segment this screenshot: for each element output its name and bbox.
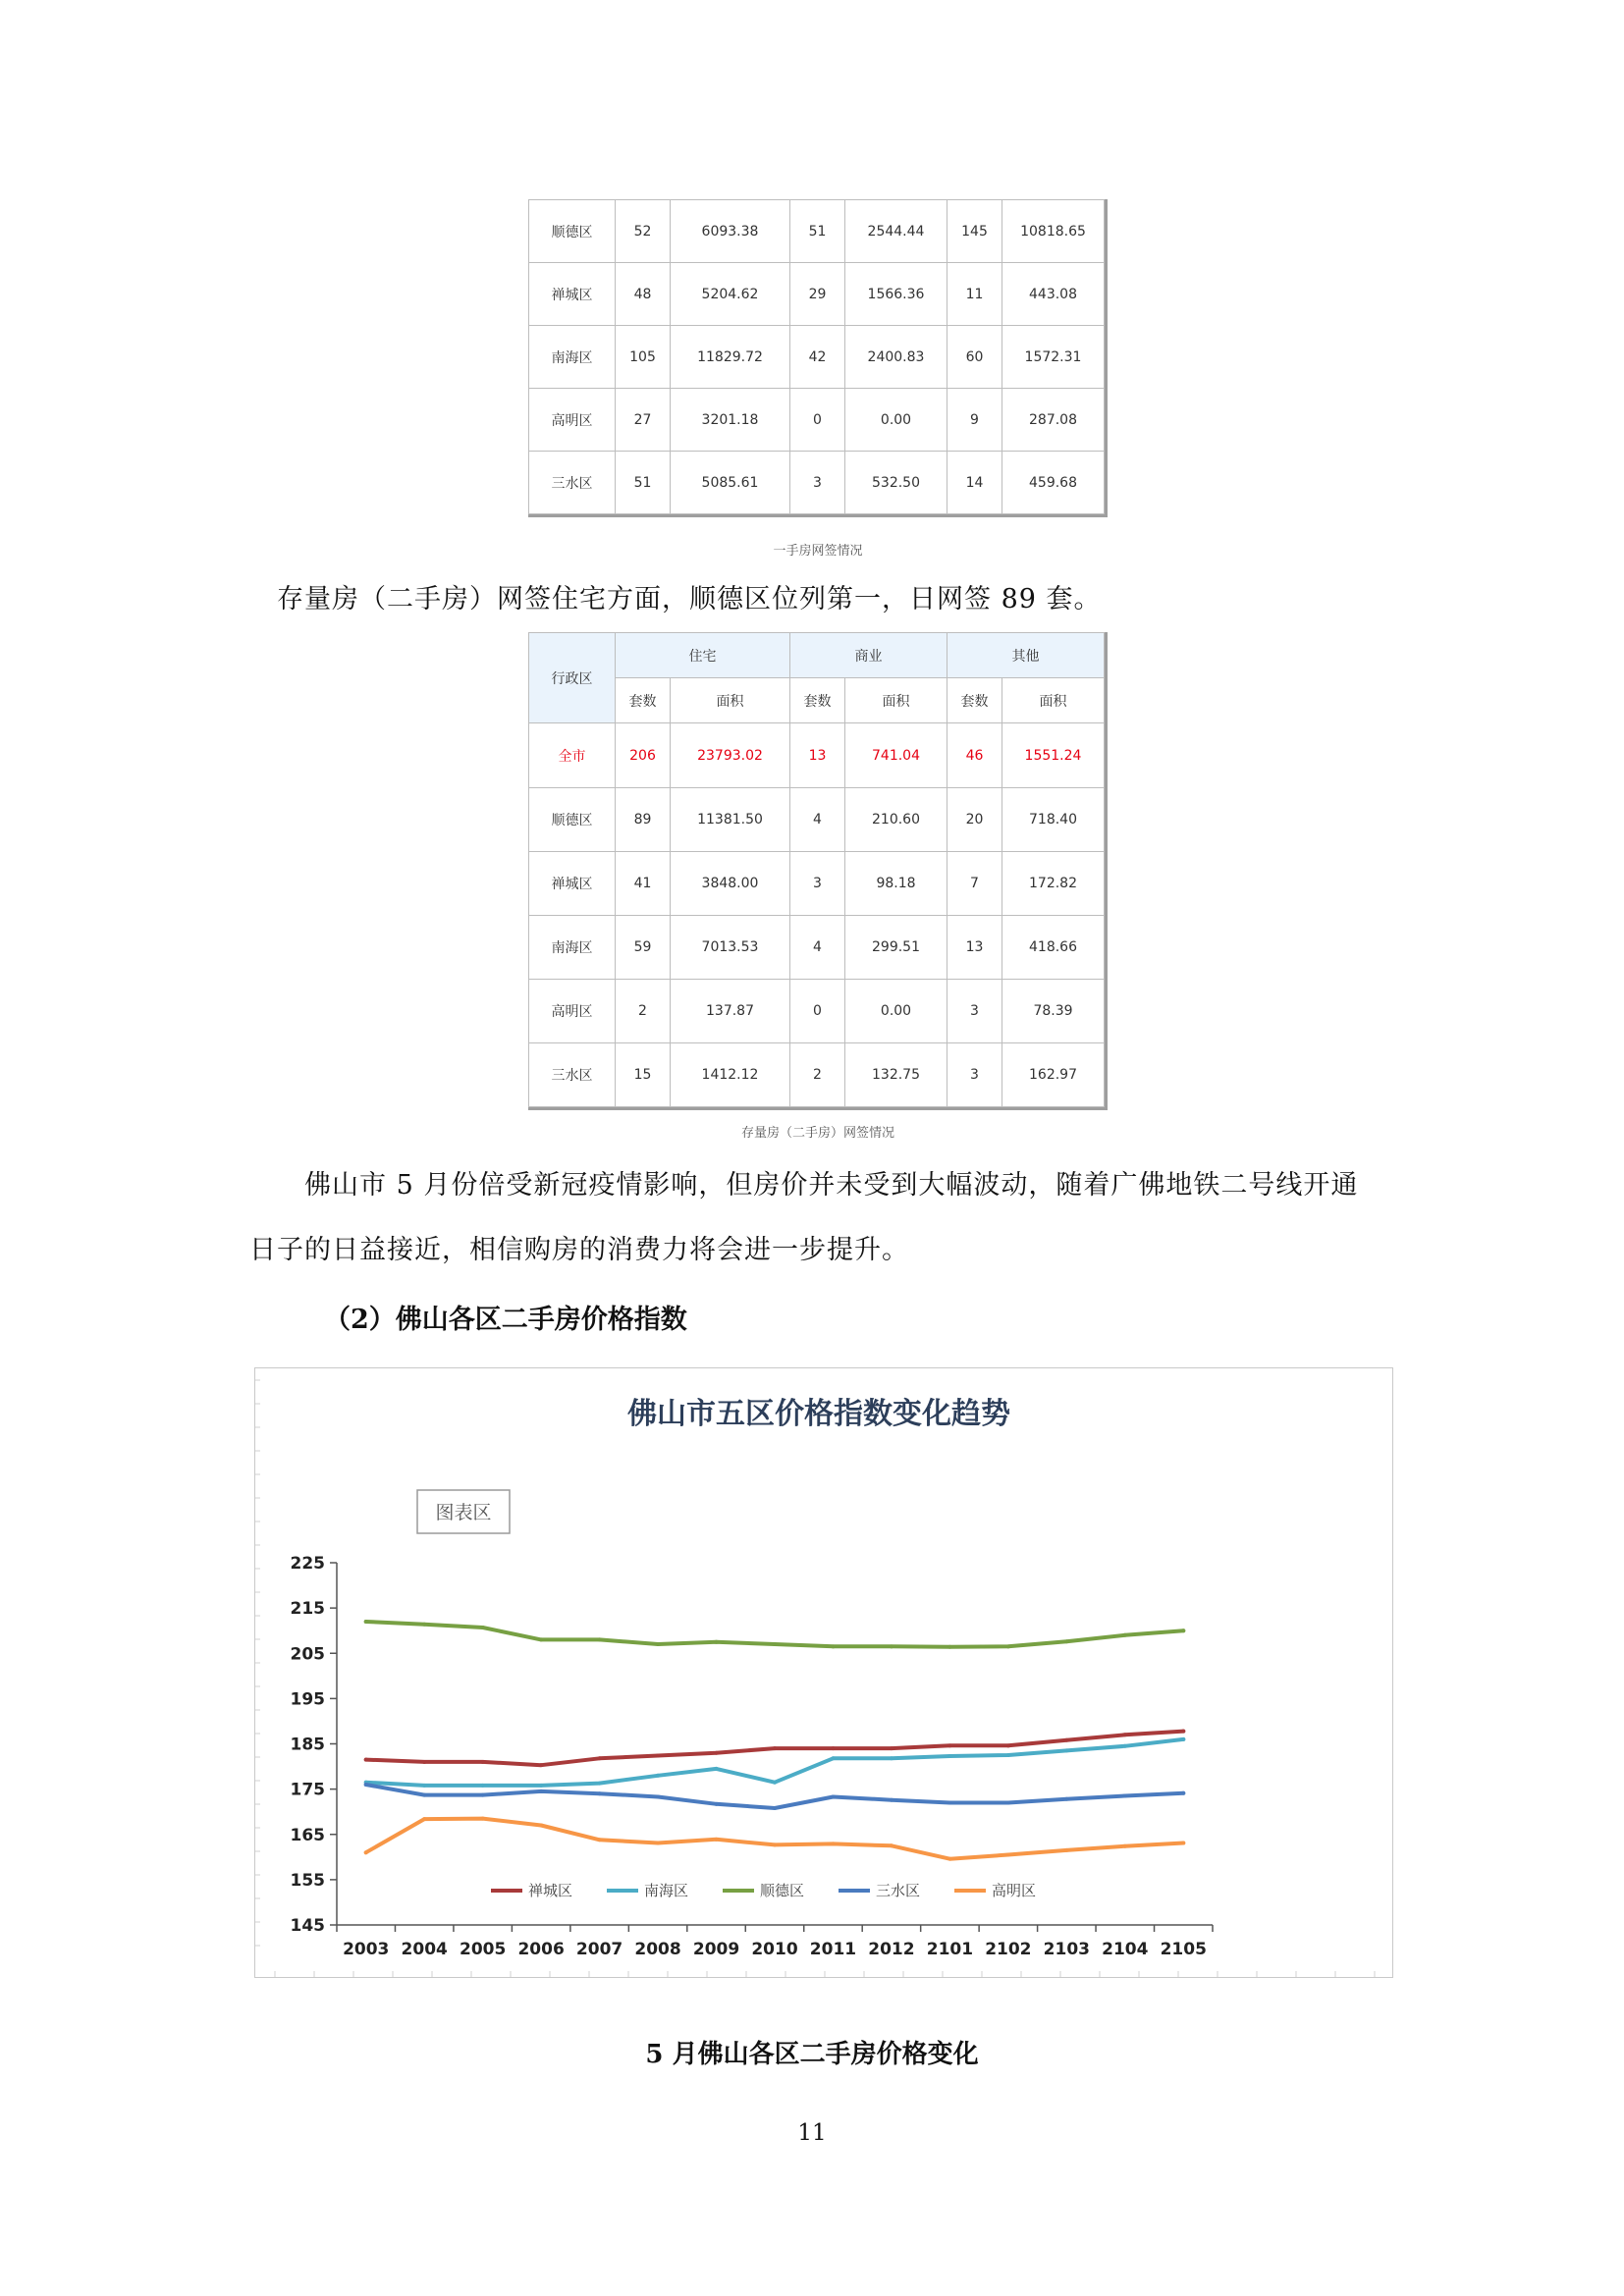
data-point [1181, 1629, 1185, 1632]
value-cell: 1412.12 [671, 1043, 790, 1107]
data-point [947, 1754, 951, 1758]
value-cell: 7013.53 [671, 916, 790, 980]
data-point [598, 1637, 602, 1641]
data-point [773, 1781, 777, 1785]
y-tick-label: 205 [290, 1644, 325, 1665]
value-cell: 459.68 [1002, 452, 1105, 514]
value-cell: 0 [790, 389, 845, 452]
data-point [1181, 1730, 1185, 1734]
value-cell: 60 [947, 326, 1002, 389]
x-tick-label: 2102 [985, 1940, 1032, 1959]
paragraph-secondhand-summary: 存量房（二手房）网签住宅方面，顺德区位列第一，日网签 89 套。 [277, 584, 1102, 614]
value-cell: 3 [947, 980, 1002, 1043]
data-point [481, 1784, 485, 1788]
value-cell: 78.39 [1002, 980, 1105, 1043]
table-row [529, 452, 1105, 514]
data-point [422, 1760, 426, 1764]
data-point [364, 1783, 368, 1787]
data-point [947, 1857, 951, 1861]
value-cell: 23793.02 [671, 723, 790, 788]
data-point [831, 1644, 835, 1648]
sub-header: 面积 [1002, 678, 1105, 723]
data-point [1123, 1733, 1127, 1736]
data-point [1064, 1639, 1068, 1643]
data-point [1006, 1853, 1010, 1857]
data-point [481, 1817, 485, 1821]
data-point [364, 1850, 368, 1854]
district-cell: 高明区 [529, 980, 616, 1043]
value-cell: 3 [790, 452, 845, 514]
value-cell: 2400.83 [845, 326, 947, 389]
value-cell: 20 [947, 788, 1002, 852]
data-point [773, 1806, 777, 1810]
chart-edge-ticks [255, 1380, 1375, 1977]
legend-label: 高明区 [992, 1882, 1037, 1899]
value-cell: 2 [790, 1043, 845, 1107]
district-cell: 南海区 [529, 916, 616, 980]
x-tick-label: 2008 [634, 1940, 681, 1959]
value-cell: 51 [790, 200, 845, 263]
first-hand-table-frame [528, 199, 1108, 517]
value-cell: 206 [616, 723, 671, 788]
value-cell: 6093.38 [671, 200, 790, 263]
y-tick-label: 225 [290, 1554, 325, 1574]
value-cell: 4 [790, 788, 845, 852]
value-cell: 46 [947, 723, 1002, 788]
value-cell: 9 [947, 389, 1002, 452]
value-cell: 0.00 [845, 389, 947, 452]
value-cell: 13 [790, 723, 845, 788]
legend-label: 南海区 [644, 1882, 689, 1899]
sub-header: 套数 [790, 678, 845, 723]
value-cell: 42 [790, 326, 845, 389]
data-point [1123, 1844, 1127, 1848]
data-point [890, 1746, 893, 1750]
header-group-residential: 住宅 [616, 633, 790, 678]
y-tick-label: 185 [290, 1735, 325, 1755]
x-tick-label: 2101 [926, 1940, 974, 1959]
value-cell: 1566.36 [845, 263, 947, 326]
chart-area-button[interactable] [417, 1490, 510, 1533]
value-cell: 418.66 [1002, 916, 1105, 980]
chart-legend [491, 1882, 1036, 1899]
value-cell: 162.97 [1002, 1043, 1105, 1107]
data-point [1006, 1644, 1010, 1648]
value-cell: 5085.61 [671, 452, 790, 514]
second-hand-sales-table [528, 632, 1105, 1107]
data-point [715, 1767, 719, 1771]
first-hand-sales-table [528, 199, 1105, 514]
data-point [364, 1758, 368, 1762]
data-point [422, 1784, 426, 1788]
district-cell: 顺德区 [529, 788, 616, 852]
data-point [831, 1842, 835, 1845]
x-tick-label: 2006 [517, 1940, 565, 1959]
data-point [773, 1842, 777, 1846]
table-row [529, 788, 1105, 852]
value-cell: 287.08 [1002, 389, 1105, 452]
value-cell: 89 [616, 788, 671, 852]
data-point [715, 1838, 719, 1842]
data-point [831, 1746, 835, 1750]
data-point [890, 1756, 893, 1760]
table-row [529, 389, 1105, 452]
x-tick-label: 2011 [809, 1940, 857, 1959]
value-cell: 3848.00 [671, 852, 790, 916]
table-row-total [529, 723, 1105, 788]
data-point [539, 1763, 543, 1767]
x-tick-label: 2012 [868, 1940, 915, 1959]
value-cell: 29 [790, 263, 845, 326]
data-point [539, 1637, 543, 1641]
data-point [1181, 1737, 1185, 1741]
value-cell: 532.50 [845, 452, 947, 514]
data-point [1064, 1738, 1068, 1742]
value-cell: 299.51 [845, 916, 947, 980]
table-row [529, 980, 1105, 1043]
data-point [947, 1743, 951, 1747]
district-cell: 禅城区 [529, 263, 616, 326]
data-point [539, 1789, 543, 1793]
value-cell: 210.60 [845, 788, 947, 852]
value-cell: 1572.31 [1002, 326, 1105, 389]
x-tick-label: 2007 [575, 1940, 623, 1959]
value-cell: 11381.50 [671, 788, 790, 852]
series-line-4 [366, 1819, 1184, 1859]
value-cell: 3 [947, 1043, 1002, 1107]
table-row [529, 263, 1105, 326]
legend-label: 三水区 [876, 1882, 921, 1899]
y-tick-label: 195 [290, 1689, 325, 1710]
header-group-commercial: 商业 [790, 633, 947, 678]
x-tick-label: 2003 [343, 1940, 390, 1959]
legend-label: 禅城区 [528, 1882, 573, 1899]
value-cell: 59 [616, 916, 671, 980]
data-point [656, 1774, 660, 1778]
district-cell: 三水区 [529, 452, 616, 514]
header-district: 行政区 [529, 633, 616, 723]
data-point [481, 1793, 485, 1797]
data-point [598, 1791, 602, 1795]
data-point [1006, 1800, 1010, 1804]
value-cell: 5204.62 [671, 263, 790, 326]
value-cell: 48 [616, 263, 671, 326]
data-point [481, 1760, 485, 1764]
value-cell: 0.00 [845, 980, 947, 1043]
table-row [529, 1043, 1105, 1107]
paragraph-market-outlook-line1: 佛山市 5 月份倍受新冠疫情影响，但房价并未受到大幅波动，随着广佛地铁二号线开通 [304, 1170, 1359, 1201]
table-row [529, 326, 1105, 389]
x-axis [337, 1925, 1213, 1959]
x-tick-label: 2104 [1102, 1940, 1149, 1959]
data-point [656, 1842, 660, 1845]
table1-caption: 一手房网签情况 [773, 544, 863, 559]
value-cell: 2 [616, 980, 671, 1043]
data-point [831, 1756, 835, 1760]
y-tick-label: 215 [290, 1599, 325, 1620]
series-lines [364, 1620, 1186, 1861]
value-cell: 1551.24 [1002, 723, 1105, 788]
value-cell: 105 [616, 326, 671, 389]
data-point [598, 1782, 602, 1786]
sub-header: 套数 [947, 678, 1002, 723]
x-tick-label: 2103 [1043, 1940, 1090, 1959]
data-point [1006, 1743, 1010, 1747]
data-point [656, 1642, 660, 1646]
table-row [529, 916, 1105, 980]
data-point [947, 1645, 951, 1649]
data-point [656, 1794, 660, 1798]
value-cell: 51 [616, 452, 671, 514]
chart-svg [255, 1368, 1392, 1977]
value-cell: 4 [790, 916, 845, 980]
value-cell: 10818.65 [1002, 200, 1105, 263]
district-cell: 南海区 [529, 326, 616, 389]
data-point [715, 1802, 719, 1806]
data-point [715, 1640, 719, 1644]
data-point [773, 1642, 777, 1646]
price-index-chart [254, 1367, 1393, 1978]
value-cell: 172.82 [1002, 852, 1105, 916]
value-cell: 443.08 [1002, 263, 1105, 326]
data-point [1064, 1848, 1068, 1852]
data-point [1064, 1797, 1068, 1801]
table-row [529, 852, 1105, 916]
value-cell: 27 [616, 389, 671, 452]
data-point [890, 1798, 893, 1802]
table2-caption: 存量房（二手房）网签情况 [740, 1126, 894, 1141]
value-cell: 7 [947, 852, 1002, 916]
header-group-other: 其他 [947, 633, 1105, 678]
value-cell: 14 [947, 452, 1002, 514]
data-point [598, 1838, 602, 1842]
data-point [481, 1626, 485, 1629]
data-point [422, 1793, 426, 1797]
y-tick-label: 175 [290, 1780, 325, 1800]
value-cell: 137.87 [671, 980, 790, 1043]
x-tick-label: 2009 [692, 1940, 740, 1959]
value-cell: 15 [616, 1043, 671, 1107]
value-cell: 11829.72 [671, 326, 790, 389]
value-cell: 718.40 [1002, 788, 1105, 852]
data-point [422, 1817, 426, 1821]
data-point [656, 1753, 660, 1757]
value-cell: 145 [947, 200, 1002, 263]
district-cell: 禅城区 [529, 852, 616, 916]
data-point [1181, 1791, 1185, 1795]
data-point [773, 1746, 777, 1750]
series-line-3 [366, 1785, 1184, 1808]
value-cell: 2544.44 [845, 200, 947, 263]
value-cell: 98.18 [845, 852, 947, 916]
value-cell: 52 [616, 200, 671, 263]
value-cell: 132.75 [845, 1043, 947, 1107]
data-point [890, 1843, 893, 1847]
y-tick-label: 165 [290, 1825, 325, 1845]
second-hand-table-frame [528, 632, 1108, 1110]
value-cell: 3201.18 [671, 389, 790, 452]
data-point [364, 1620, 368, 1624]
value-cell: 0 [790, 980, 845, 1043]
page-number: 11 [797, 2120, 827, 2146]
value-cell: 11 [947, 263, 1002, 326]
district-cell: 顺德区 [529, 200, 616, 263]
data-point [598, 1756, 602, 1760]
data-point [1181, 1842, 1185, 1845]
sub-header: 面积 [671, 678, 790, 723]
chart-title: 佛山市五区价格指数变化趋势 [627, 1397, 1010, 1431]
data-point [1006, 1753, 1010, 1757]
data-point [890, 1644, 893, 1648]
chart-caption: 5 月佛山各区二手房价格变化 [645, 2040, 979, 2069]
y-tick-label: 155 [290, 1870, 325, 1891]
data-point [1123, 1633, 1127, 1637]
chart-area-label: 图表区 [435, 1502, 492, 1523]
data-point [539, 1824, 543, 1828]
data-point [1123, 1744, 1127, 1748]
data-point [715, 1751, 719, 1755]
value-cell: 741.04 [845, 723, 947, 788]
district-cell: 三水区 [529, 1043, 616, 1107]
y-axis [291, 1554, 338, 1936]
section-heading: （2）佛山各区二手房价格指数 [324, 1305, 687, 1335]
legend-label: 顺德区 [760, 1882, 805, 1899]
value-cell: 13 [947, 916, 1002, 980]
x-tick-label: 2010 [751, 1940, 798, 1959]
data-point [422, 1623, 426, 1627]
district-cell: 全市 [529, 723, 616, 788]
data-point [539, 1784, 543, 1788]
district-cell: 高明区 [529, 389, 616, 452]
value-cell: 41 [616, 852, 671, 916]
data-point [1064, 1748, 1068, 1752]
value-cell: 3 [790, 852, 845, 916]
x-tick-label: 2005 [460, 1940, 507, 1959]
data-point [947, 1800, 951, 1804]
x-tick-label: 2004 [401, 1940, 448, 1959]
x-tick-label: 2105 [1160, 1940, 1207, 1959]
table-row [529, 200, 1105, 263]
data-point [1123, 1794, 1127, 1798]
sub-header: 套数 [616, 678, 671, 723]
data-point [831, 1794, 835, 1798]
paragraph-market-outlook-line2: 日子的日益接近，相信购房的消费力将会进一步提升。 [249, 1235, 909, 1265]
y-tick-label: 145 [290, 1916, 325, 1936]
sub-header: 面积 [845, 678, 947, 723]
